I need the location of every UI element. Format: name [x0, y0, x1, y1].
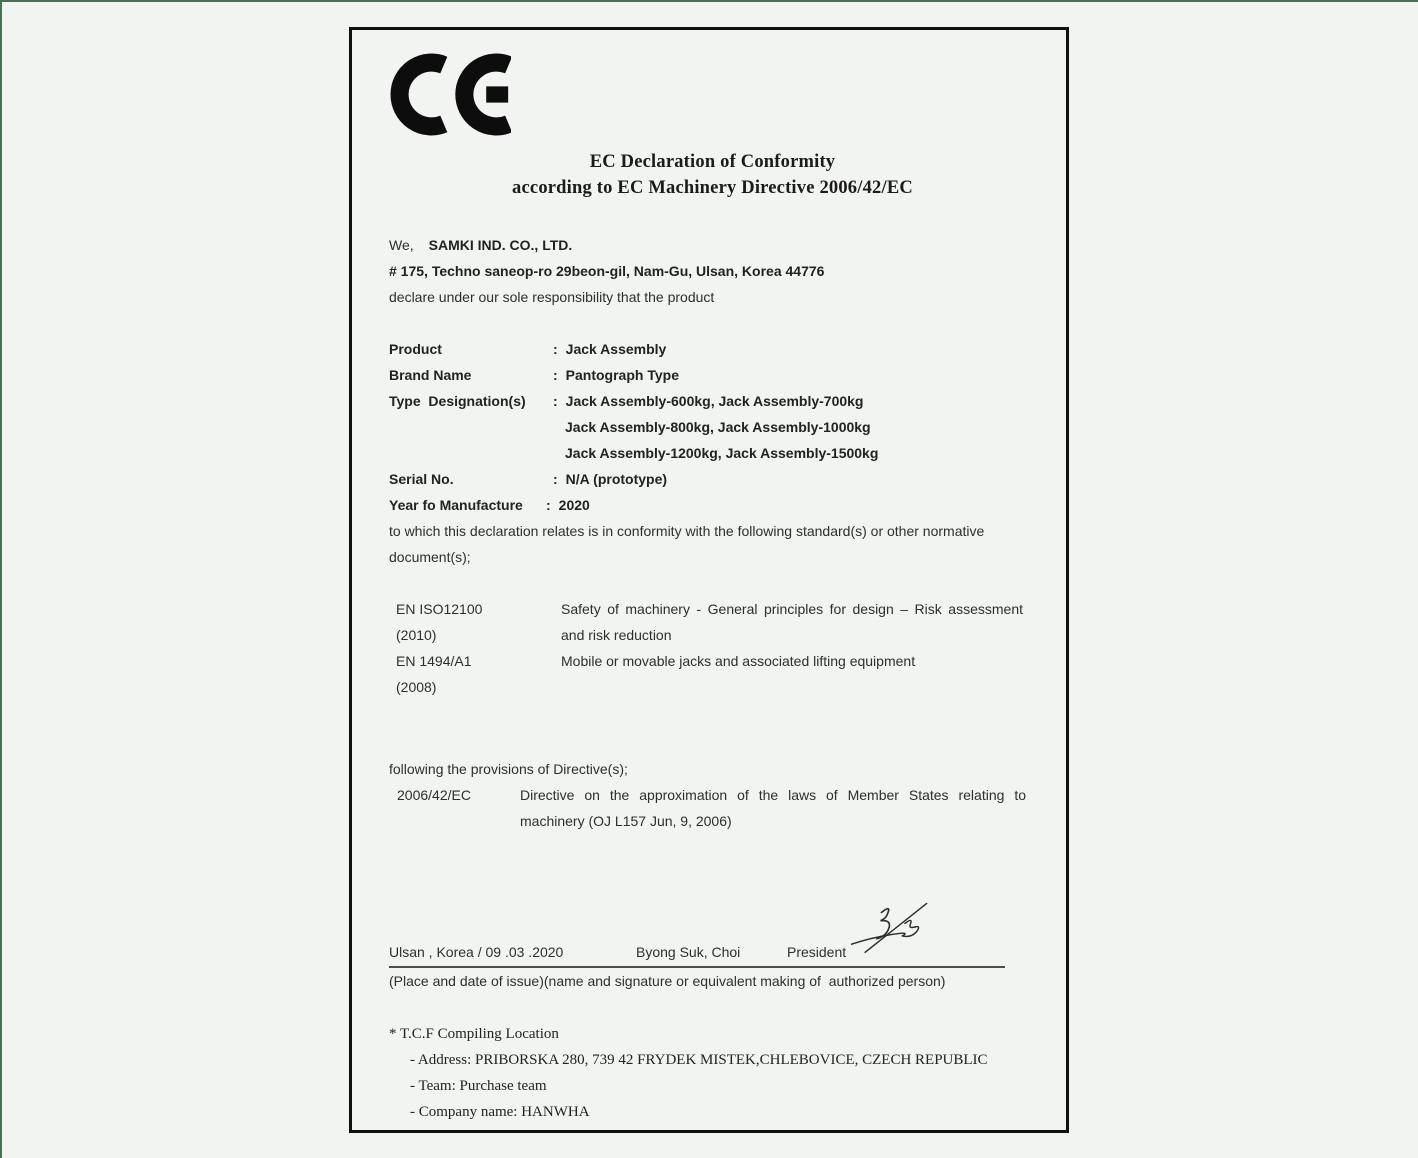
- standard-description: [561, 596, 1023, 648]
- company-name: SAMKI IND. CO., LTD.: [428, 237, 573, 253]
- field-label: Type Designation(s): [389, 393, 526, 409]
- field-label: Year fo Manufacture: [389, 497, 523, 513]
- colon: :: [553, 471, 558, 487]
- colon: :: [546, 497, 551, 513]
- standards-list: [389, 596, 1036, 700]
- field-label: Brand Name: [389, 367, 472, 383]
- type-designation-cont: Jack Assembly-800kg, Jack Assembly-1000kg: [565, 419, 871, 435]
- product-row: [389, 466, 1036, 492]
- company-address: # 175, Techno saneop-ro 29beon-gil, Nam-Gu, Ulsan, Korea 44776: [389, 263, 825, 279]
- directive-row: [389, 782, 1036, 834]
- field-value: 2020: [558, 497, 590, 513]
- field-value: Jack Assembly-600kg, Jack Assembly-700kg: [565, 393, 864, 409]
- field-label: Product: [389, 341, 442, 357]
- directives-block: [389, 756, 1036, 834]
- directive-description: [520, 782, 1026, 834]
- declaration-text: declare under our sole responsibility that the product: [389, 289, 715, 305]
- field-value: N/A (prototype): [565, 471, 668, 487]
- signature-caption: (Place and date of issue)(name and signature or equivalent making of authorized person): [389, 973, 946, 989]
- place-and-date: Ulsan , Korea / 09 .03 .2020: [389, 944, 564, 960]
- product-details: [389, 336, 1036, 570]
- directive-desc-line: machinery (OJ L157 Jun, 9, 2006): [520, 813, 732, 829]
- conformity-statement-line2: document(s);: [389, 549, 471, 565]
- conformity-statement-line1: to which this declaration relates is in conformity with the following standard(s) or other normative: [389, 523, 985, 539]
- we-label: We,: [389, 237, 414, 253]
- tcf-heading: * T.C.F Compiling Location: [389, 1026, 559, 1042]
- ce-mark-logo: [389, 51, 511, 138]
- signatory-title: President: [787, 944, 847, 960]
- field-value: Pantograph Type: [565, 367, 679, 383]
- standard-year: (2008): [396, 679, 437, 695]
- product-row: [389, 388, 1036, 414]
- standard-code-number: EN ISO12100: [396, 601, 483, 617]
- tcf-team: - Team: Purchase team: [410, 1078, 547, 1094]
- declarant-line: [389, 232, 1036, 258]
- document-title: [389, 149, 1036, 201]
- product-row: [389, 336, 1036, 362]
- standard-row: [389, 596, 1036, 648]
- handwritten-signature: [847, 896, 933, 958]
- certificate-page: [349, 27, 1069, 1133]
- standard-year: (2010): [396, 627, 437, 643]
- colon: :: [553, 341, 558, 357]
- directives-intro: following the provisions of Directive(s);: [389, 761, 628, 777]
- standard-desc-line: Mobile or movable jacks and associated lifting equipment: [561, 653, 916, 669]
- product-row: [389, 492, 1036, 518]
- standard-code-number: EN 1494/A1: [396, 653, 472, 669]
- signatory-name: Byong Suk, Choi: [636, 944, 741, 960]
- standard-desc-line: Safety of machinery - General principles for design – Risk assessment: [561, 601, 1023, 617]
- tcf-company: - Company name: HANWHA: [410, 1104, 590, 1120]
- standard-row: [389, 648, 1036, 700]
- signature-line: [389, 940, 1005, 968]
- field-label: Serial No.: [389, 471, 454, 487]
- type-designation-cont: Jack Assembly-1200kg, Jack Assembly-1500kg: [565, 445, 879, 461]
- colon: :: [553, 367, 558, 383]
- standard-desc-line: and risk reduction: [561, 627, 672, 643]
- standard-description: [561, 648, 1023, 700]
- standard-code: [389, 648, 561, 700]
- field-value: Jack Assembly: [565, 341, 667, 357]
- directive-code: 2006/42/EC: [397, 787, 471, 803]
- standard-code: [389, 596, 561, 648]
- tcf-address: - Address: PRIBORSKA 280, 739 42 FRYDEK MISTEK,CHLEBOVICE, CZECH REPUBLIC: [410, 1052, 988, 1068]
- title-line-2: according to EC Machinery Directive 2006/42/EC: [512, 178, 913, 198]
- tcf-block: [389, 1021, 1036, 1125]
- product-row: [389, 362, 1036, 388]
- directive-desc-line: Directive on the approximation of the laws of Member States relating to: [520, 787, 1026, 803]
- declarant-block: [389, 232, 1036, 310]
- colon: :: [553, 393, 558, 409]
- title-line-1: EC Declaration of Conformity: [589, 152, 836, 172]
